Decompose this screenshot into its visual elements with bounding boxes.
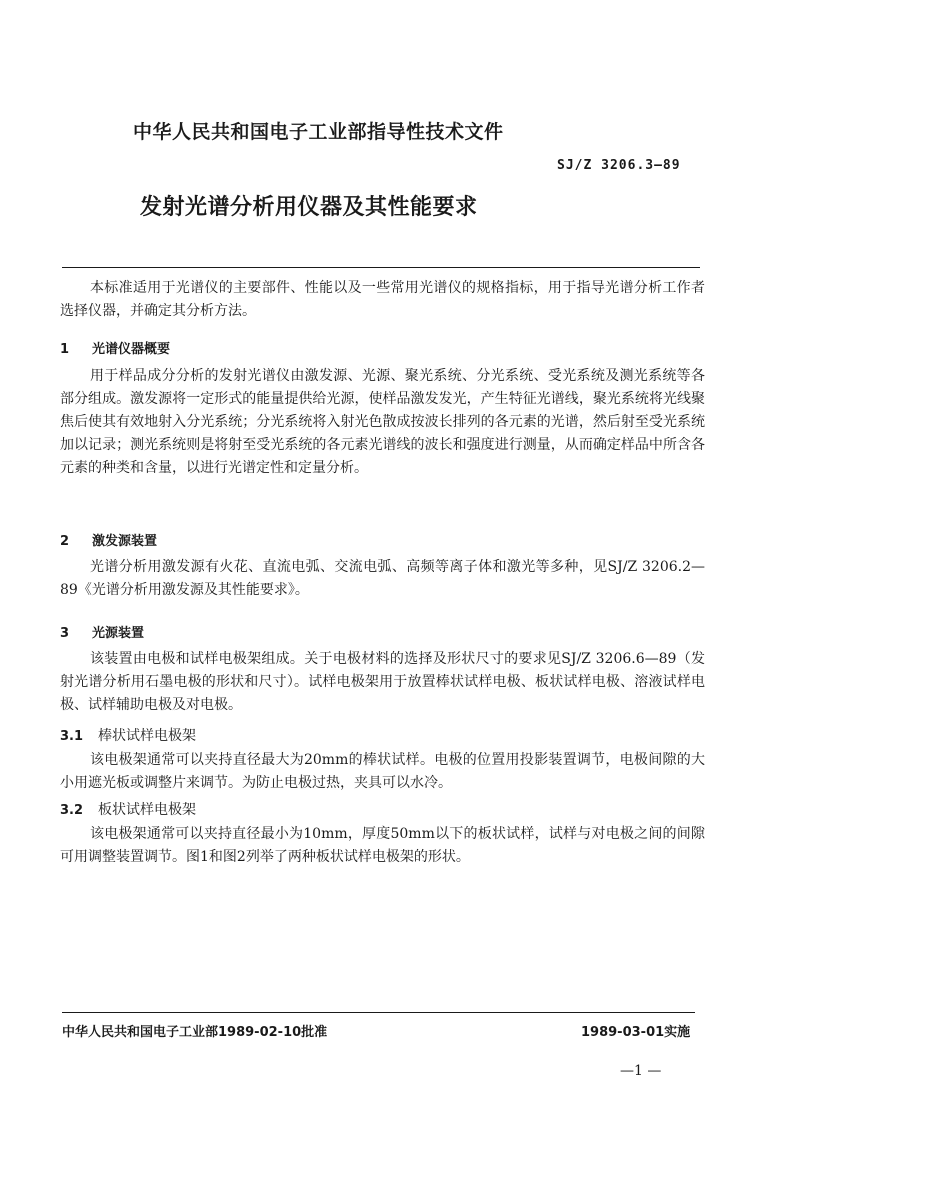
subsection-3-2-heading	[60, 799, 196, 819]
section-title: 激发源装置	[92, 534, 158, 549]
subsection-title: 板状试样电极架	[98, 802, 196, 818]
section-3-body: 该装置由电极和试样电极架组成。关于电极材料的选择及形状尺寸的要求见SJ/Z 3206.6—89（发射光谱分析用石墨电极的形状和尺寸）。试样电极架用于放置棒状试样电极、板状试样电极、溶液试样电极、试样辅助电极及对电极。	[60, 651, 705, 713]
subsection-number: 3.2	[60, 803, 84, 818]
footer-divider	[62, 1012, 695, 1013]
implementation-date: 1989-03-01实施	[581, 1025, 691, 1040]
section-number: 2	[60, 534, 70, 549]
subsection-3-2-body: 该电极架通常可以夹持直径最小为10mm，厚度50mm以下的板状试样，试样与对电极之间的间隙可用调整装置调节。图1和图2列举了两种板状试样电极架的形状。	[60, 826, 705, 865]
subsection-number: 3.1	[60, 729, 84, 744]
document-title: 发射光谱分析用仪器及其性能要求	[140, 195, 478, 220]
section-number: 1	[60, 342, 70, 357]
subsection-3-1-body: 该电极架通常可以夹持直径最大为20mm的棒状试样。电极的位置用投影装置调节，电极间隙的大小用遮光板或调整片来调节。为防止电极过热，夹具可以水冷。	[60, 752, 705, 791]
approval-date: 中华人民共和国电子工业部1989-02-10批准	[62, 1025, 328, 1040]
section-title: 光源装置	[92, 626, 145, 641]
section-3-heading	[60, 622, 144, 641]
section-2-heading	[60, 530, 157, 549]
header-divider	[62, 267, 700, 268]
issuing-organization: 中华人民共和国电子工业部指导性技术文件	[133, 121, 504, 143]
section-1-body: 用于样品成分分析的发射光谱仪由激发源、光源、聚光系统、分光系统、受光系统及测光系统等各部分组成。激发源将一定形式的能量提供给光源，使样品激发发光，产生特征光谱线，聚光系统将光线聚焦后使其有效地射入分光系统；分光系统将入射光色散成按波长排列的各元素的光谱，然后射至受光系统加以记录；测光系统则是将射至受光系统的各元素光谱线的波长和强度进行测量，从而确定样品中所含各元素的种类和含量，以进行光谱定性和定量分析。	[60, 368, 705, 476]
intro-paragraph: 本标准适用于光谱仪的主要部件、性能以及一些常用光谱仪的规格指标，用于指导光谱分析工作者选择仪器，并确定其分析方法。	[60, 280, 705, 319]
page-number: —1 —	[620, 1063, 662, 1079]
standard-number: SJ/Z 3206.3—89	[557, 158, 681, 173]
section-1-heading	[60, 338, 170, 357]
section-title: 光谱仪器概要	[92, 342, 171, 357]
subsection-3-1-heading	[60, 725, 196, 745]
section-2-body: 光谱分析用激发源有火花、直流电弧、交流电弧、高频等离子体和激光等多种，见SJ/Z 3206.2—89《光谱分析用激发源及其性能要求》。	[60, 559, 705, 598]
subsection-title: 棒状试样电极架	[98, 728, 196, 744]
section-number: 3	[60, 626, 70, 641]
